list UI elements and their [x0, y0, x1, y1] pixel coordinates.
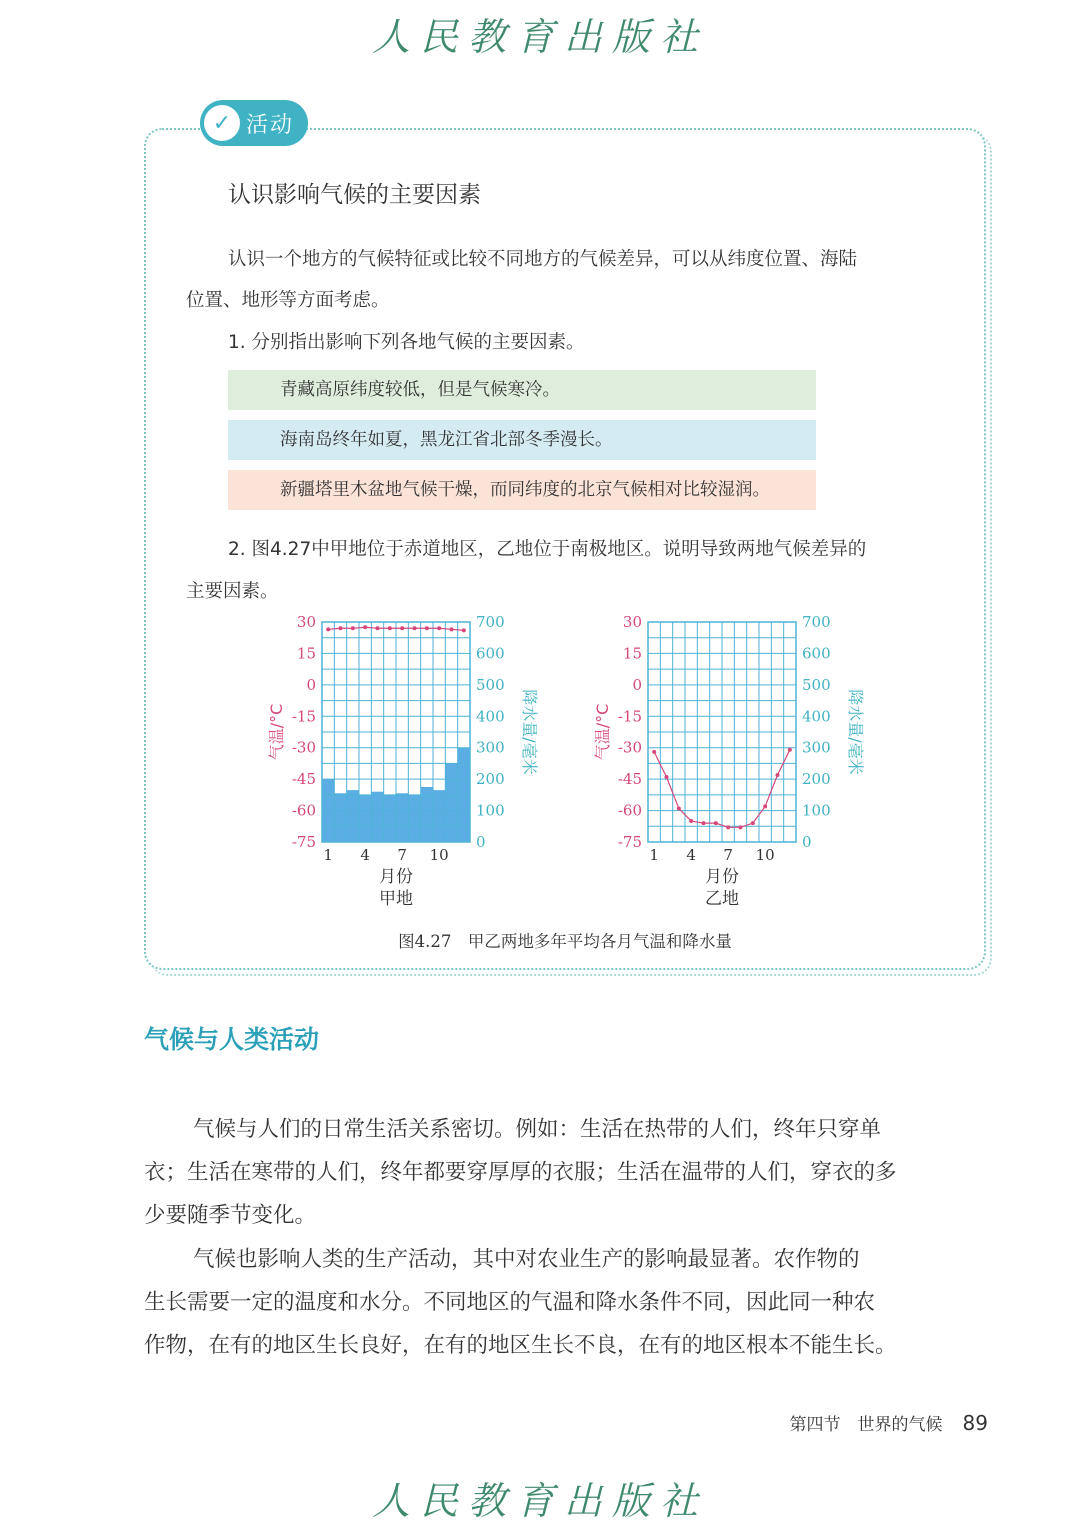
temp-point — [351, 626, 355, 630]
month-axis-label: 月份 — [379, 867, 413, 887]
precip-tick-label: 500 — [802, 675, 831, 694]
paragraph-1-line3: 少要随季节变化。 — [144, 1203, 317, 1228]
temp-point — [714, 821, 718, 825]
month-tick-label: 1 — [649, 846, 659, 864]
temp-point — [388, 626, 392, 630]
temp-point — [776, 773, 780, 777]
temp-point — [326, 627, 330, 631]
climate-chart-jia-svg — [248, 606, 548, 920]
temp-tick-label: -60 — [617, 801, 642, 820]
temp-tick-label: 30 — [622, 613, 642, 631]
chart-title: 乙地 — [705, 889, 739, 909]
temp-point — [751, 821, 755, 825]
activity-badge — [200, 100, 308, 146]
temp-point — [462, 628, 466, 632]
activity-icon: ✓ — [204, 105, 240, 141]
precip-bar — [445, 763, 457, 842]
precip-tick-label: 400 — [802, 707, 831, 726]
paragraph-2-line2: 生长需要一定的温度和水分。不同地区的气温和降水条件不同，因此同一种农 — [144, 1290, 876, 1315]
month-axis-label: 月份 — [705, 867, 739, 887]
temp-point — [702, 821, 706, 825]
chart-title: 甲地 — [379, 889, 413, 909]
paragraph-2-line3: 作物，在有的地区生长良好，在有的地区生长不良，在有的地区根本不能生长。 — [144, 1333, 897, 1358]
precip-bar — [371, 792, 383, 842]
footer-section-label: 第四节 世界的气候 — [789, 1415, 943, 1435]
month-tick-label: 7 — [397, 846, 407, 864]
precip-tick-label: 500 — [476, 675, 505, 694]
temp-point — [665, 775, 669, 779]
climate-chart-yi — [574, 606, 874, 920]
precip-tick-label: 300 — [476, 738, 505, 757]
temp-point — [339, 626, 343, 630]
temp-tick-label: -75 — [617, 833, 642, 851]
highlight-item-1: 青藏高原纬度较低，但是气候寒冷。 — [228, 370, 816, 410]
page-number: 89 — [962, 1411, 988, 1435]
precip-tick-label: 700 — [802, 613, 831, 631]
temp-point — [788, 748, 792, 752]
precip-bar — [396, 793, 408, 842]
temp-tick-label: 15 — [622, 644, 642, 663]
precip-tick-label: 400 — [476, 707, 505, 726]
highlight-item-3: 新疆塔里木盆地气候干燥，而同纬度的北京气候相对比较湿润。 — [228, 470, 816, 510]
temp-tick-label: 30 — [296, 613, 316, 631]
precip-bar — [433, 790, 445, 842]
precip-tick-label: 600 — [802, 644, 831, 663]
temp-point — [726, 825, 730, 829]
publisher-header: 人民教育出版社 — [371, 15, 708, 59]
temp-point — [689, 819, 693, 823]
temp-tick-label: -15 — [291, 707, 316, 726]
precip-tick-label: 600 — [476, 644, 505, 663]
temp-point — [763, 804, 767, 808]
precip-axis-label: 降水量/毫米 — [520, 689, 539, 775]
precip-axis-label: 降水量/毫米 — [846, 689, 865, 775]
temp-point — [413, 626, 417, 630]
month-tick-label: 1 — [323, 846, 333, 864]
precip-tick-label: 300 — [802, 738, 831, 757]
precip-tick-label: 0 — [476, 833, 486, 851]
temp-tick-label: -45 — [291, 770, 316, 789]
temp-point — [437, 626, 441, 630]
temp-tick-label: 15 — [296, 644, 316, 663]
publisher-footer: 人民教育出版社 — [371, 1479, 708, 1523]
paragraph-1-line1: 气候与人们的日常生活关系密切。例如：生活在热带的人们，终年只穿单 — [193, 1117, 882, 1142]
precip-tick-label: 100 — [802, 801, 831, 820]
temp-point — [450, 627, 454, 631]
precip-tick-label: 200 — [476, 770, 505, 789]
temp-point — [739, 825, 743, 829]
climate-chart-jia — [248, 606, 548, 920]
question-2-line2: 主要因素。 — [186, 581, 279, 602]
temp-tick-label: -30 — [291, 738, 316, 757]
activity-intro-line1: 认识一个地方的气候特征或比较不同地方的气候差异，可以从纬度位置、海陆 — [228, 249, 858, 270]
temp-point — [652, 750, 656, 754]
temp-point — [400, 626, 404, 630]
precip-tick-label: 700 — [476, 613, 505, 631]
month-tick-label: 4 — [686, 846, 696, 864]
temp-point — [425, 626, 429, 630]
temp-point — [677, 806, 681, 810]
temp-tick-label: -15 — [617, 707, 642, 726]
temp-tick-label: 0 — [306, 675, 316, 694]
month-tick-label: 4 — [360, 846, 370, 864]
temp-tick-label: -30 — [617, 738, 642, 757]
month-tick-label: 10 — [429, 846, 449, 864]
temp-axis-label: 气温/°C — [593, 703, 612, 761]
temp-tick-label: -45 — [617, 770, 642, 789]
page-footer — [790, 1410, 988, 1435]
month-tick-label: 10 — [755, 846, 775, 864]
temp-tick-label: 0 — [632, 675, 642, 694]
precip-bar — [384, 795, 396, 842]
highlight-item-2: 海南岛终年如夏，黑龙江省北部冬季漫长。 — [228, 420, 816, 460]
activity-title: 认识影响气候的主要因素 — [228, 182, 481, 208]
temp-tick-label: -75 — [291, 833, 316, 851]
temp-point — [363, 625, 367, 629]
question-1: 1. 分别指出影响下列各地气候的主要因素。 — [228, 332, 585, 353]
precip-bar — [408, 795, 420, 842]
precip-bar — [359, 795, 371, 842]
temp-point — [376, 626, 380, 630]
precip-tick-label: 200 — [802, 770, 831, 789]
precip-bar — [334, 793, 346, 842]
question-2-line1: 2. 图4.27中甲地位于赤道地区，乙地位于南极地区。说明导致两地气候差异的 — [228, 539, 867, 560]
temp-axis-label: 气温/°C — [267, 703, 286, 761]
paragraph-2-line1: 气候也影响人类的生产活动，其中对农业生产的影响最显著。农作物的 — [193, 1247, 860, 1272]
precip-tick-label: 100 — [476, 801, 505, 820]
climate-chart-yi-svg — [574, 606, 874, 920]
month-tick-label: 7 — [723, 846, 733, 864]
activity-intro-line2: 位置、地形等方面考虑。 — [186, 290, 390, 311]
paragraph-1-line2: 衣；生活在寒带的人们，终年都要穿厚厚的衣服；生活在温带的人们，穿衣的多 — [144, 1160, 897, 1185]
section-title: 气候与人类活动 — [144, 1025, 320, 1054]
temp-tick-label: -60 — [291, 801, 316, 820]
precip-tick-label: 0 — [802, 833, 812, 851]
precip-bar — [347, 790, 359, 842]
figure-caption: 图4.27 甲乙两地多年平均各月气温和降水量 — [398, 932, 732, 951]
activity-badge-label: 活动 — [246, 112, 295, 138]
